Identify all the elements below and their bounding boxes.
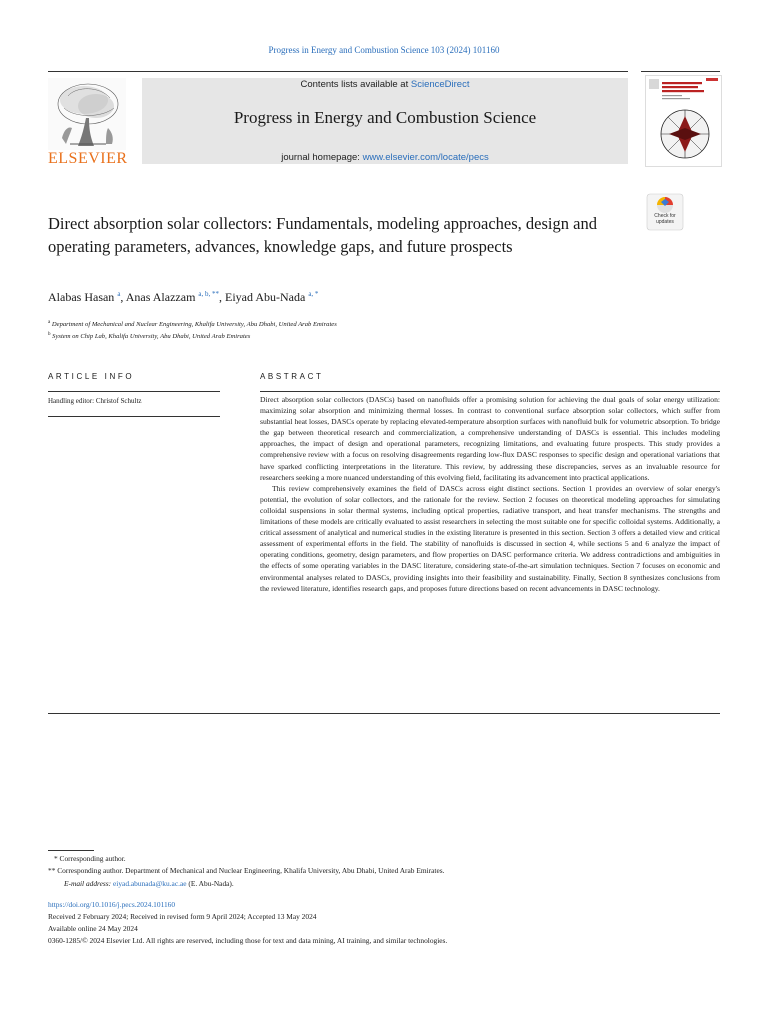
article-info-heading: ARTICLE INFO (48, 372, 135, 381)
header-rule-right (641, 71, 720, 72)
footnote-corresponding: * Corresponding author. (54, 854, 126, 863)
header-rule (48, 71, 628, 72)
author-affil-sup[interactable]: a (117, 290, 121, 298)
affiliation-item: $^a$ Department of Mechanical and Nuclear Engineering, Khalifa University, Abu Dhabi, United Arab Emirates (48, 320, 337, 329)
affiliation-item: $^b$ System on Chip Lab, Khalifa University, Abu Dhabi, United Arab Emirates (48, 332, 251, 341)
journal-title: Progress in Energy and Combustion Science (233, 108, 537, 127)
abstract-paragraph: This review comprehensively examines the field of DASCs across eight distinct sections. Section 1 provides an overview of solar energy's potential, the evolution of solar collectors, and the rationale for the review. Section 2 focuses on theoretical modeling approaches for simulating colloidal suspensions in solar thermal systems, including optical properties, radiative transport, and heat transfer mechanisms. The strengths and limitations of these models are critically evaluated to assist researchers in selecting the most suitable one for specific colloidal systems. Additionally, a critical assessment of analytical and numerical studies in the existing literature is presented in this section. Section 3 offers a detailed view and critical assessment of experimental efforts in the field. The stability of nanofluids is discussed in section 4, while sections 5 and 6 analyze the impact of operating conditions, geometry, design parameters, and flow properties on DASC performance criteria. We address contradictions and ambiguities in the effects of some operating variables in the DASC literature, considering state-of-the-art simulation techniques. Section 7 focuses on economic and environmental analyses related to DASCs, providing insights into their feasibility and sustainability. Finally, Section 8 synthesizes conclusions from the reviewed literature, identifies research gaps, and proposes future directions based on recent advancements in DASC technology. (260, 483, 720, 593)
footnote-rule (48, 850, 94, 851)
affiliations (48, 318, 648, 342)
abstract-end-rule (48, 713, 720, 714)
homepage-link[interactable]: www.elsevier.com/locate/pecs (362, 152, 489, 163)
author-affil-sup[interactable]: a, b, ** (198, 290, 220, 298)
article-metadata (48, 899, 720, 947)
handling-editor: Handling editor: Christof Schultz (48, 397, 142, 405)
footnote-email: E-mail address: eiyad.abunada@ku.ac.ae (E. Abu-Nada). (64, 878, 234, 888)
footnote-corresponding-2: ** Corresponding author. Department of Mechanical and Nuclear Engineering, Khalifa University, Abu Dhabi, United Arab Emirates. (48, 866, 445, 876)
author-list: Alabas Hasan $^a$, Anas Alazzam $^{a, b, **}$, Eiyad Abu-Nada $^{a, *}$ (48, 290, 319, 304)
abstract-heading: ABSTRACT (260, 372, 324, 381)
check-for-updates-icon[interactable] (646, 193, 684, 231)
available-online: Available online 24 May 2024 (48, 924, 138, 933)
article-info-rule (48, 391, 220, 392)
journal-citation[interactable]: Progress in Energy and Combustion Science 103 (2024) 101160 (268, 45, 500, 55)
abstract-paragraph: Direct absorption solar collectors (DASCs) based on nanofluids offer a promising solution for achieving the dual goals of solar energy utilization: maximizing solar absorption and minimizing thermal losses. In contrast to conventional surface absorption solar collectors, which suffer from substantial heat losses, DASCs operate by replacing elevated-temperature absorption surfaces with nanofluid bulk for volumetric absorption. To bridge the gap between theoretical research and commercialization, a comprehensive understanding of DASCs is essential. This includes modeling approaches, the impact of design and operational parameters, recognizing limitations, and evaluating future prospects. This study provides a comprehensive review with a focus on resolving disagreements regarding low-flux DASC responses to specific design and operational variations that have sparked conflicting interpretations in the literature. This review, by addressing these discrepancies, serves as an invaluable resource for researchers seeking a more nuanced understanding of this evolving field, facilitating its advancement into practical applications. (260, 395, 720, 482)
contents-line: Contents lists available at ScienceDirect (300, 79, 470, 90)
elsevier-wordmark: ELSEVIER (48, 150, 128, 167)
journal-homepage: journal homepage: www.elsevier.com/locate/pecs (281, 152, 489, 163)
journal-cover-image (645, 75, 722, 167)
check-for-updates-label[interactable]: Check for updates (654, 213, 676, 225)
abstract-body (260, 394, 720, 594)
doi-link[interactable]: https://doi.org/10.1016/j.pecs.2024.101160 (48, 900, 176, 909)
abstract-rule (260, 391, 720, 392)
author-affil-sup[interactable]: a, * (308, 290, 319, 298)
received-dates: Received 2 February 2024; Received in revised form 9 April 2024; Accepted 13 May 2024 (48, 912, 317, 921)
article-title: Direct absorption solar collectors: Fundamentals, modeling approaches, design and operating parameters, advances, knowledge gaps, and future prospects (48, 214, 597, 256)
copyright: 0360-1285/© 2024 Elsevier Ltd. All rights are reserved, including those for text and data mining, AI training, and similar technologies. (48, 936, 448, 945)
author-name: Eiyad Abu-Nada (225, 290, 306, 304)
footnotes (48, 853, 720, 890)
article-info-rule-bottom (48, 416, 220, 417)
sciencedirect-link[interactable]: ScienceDirect (410, 79, 470, 90)
author-name: Anas Alazzam (125, 290, 196, 304)
email-link[interactable]: eiyad.abunada@ku.ac.ae (113, 878, 187, 888)
author-name: Alabas Hasan (48, 290, 115, 304)
